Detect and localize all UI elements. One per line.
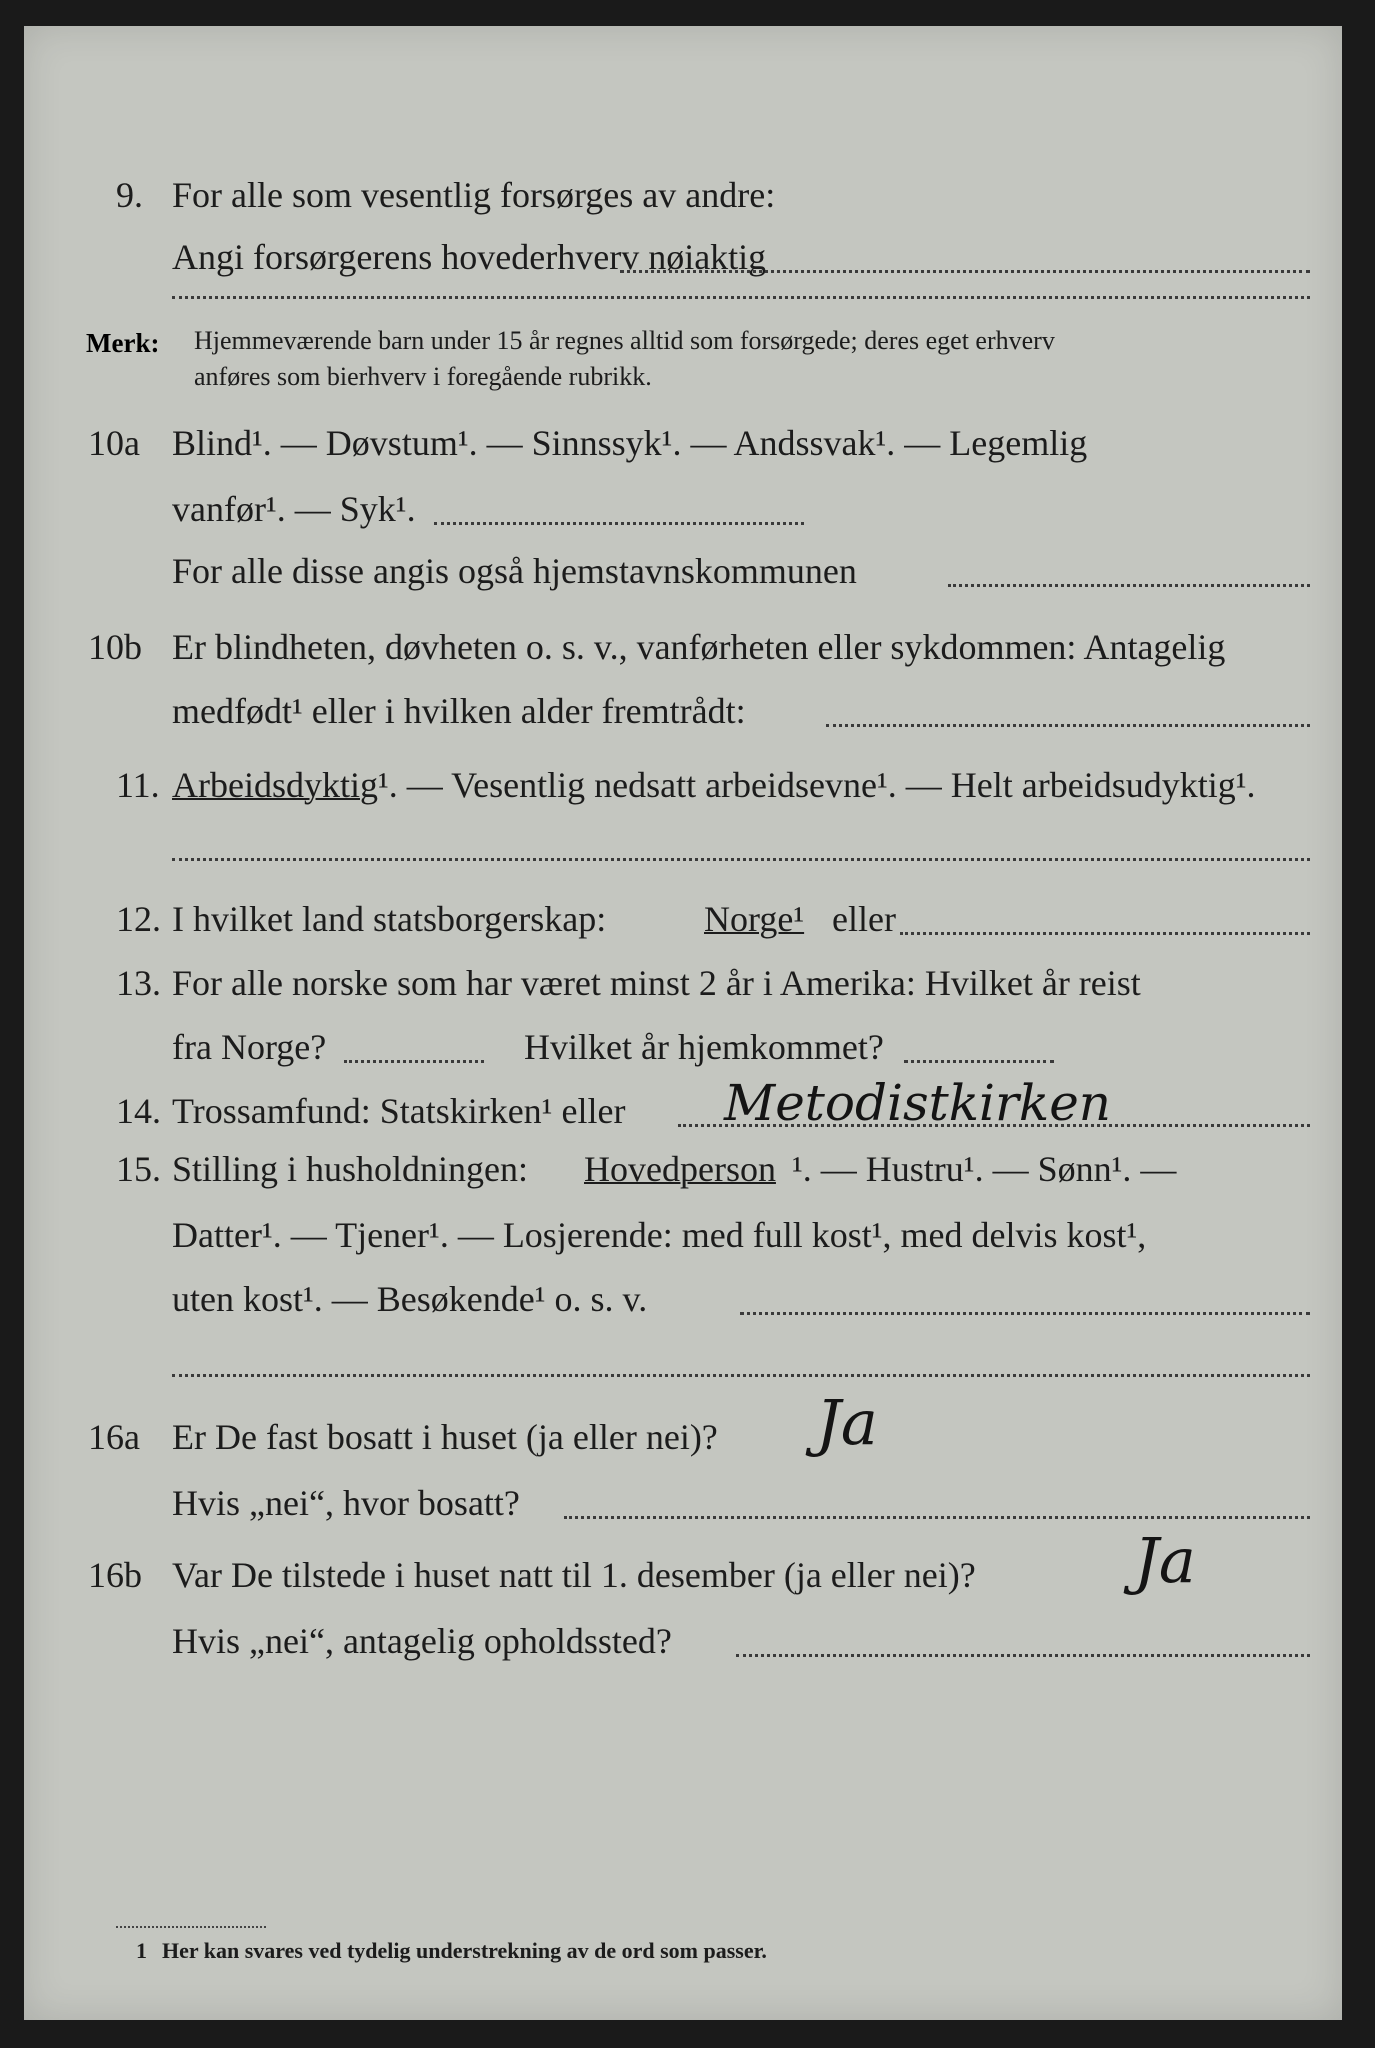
footnote-rule bbox=[116, 1926, 266, 1928]
answer-line[interactable] bbox=[434, 522, 804, 525]
question-number: 9. bbox=[116, 175, 143, 215]
question-text: vanfør¹. — Syk¹. bbox=[172, 489, 416, 529]
question-number: 16a bbox=[88, 1417, 140, 1457]
answer-line[interactable] bbox=[344, 1060, 484, 1063]
question-text: For alle norske som har været minst 2 år i Amerika: Hvilket år reist bbox=[172, 963, 1141, 1003]
answer-line[interactable] bbox=[172, 296, 1310, 299]
question-10b-line2 bbox=[24, 680, 1342, 744]
question-10a-line2 bbox=[24, 478, 1342, 542]
question-number: 12. bbox=[116, 899, 161, 939]
question-12 bbox=[24, 888, 1342, 952]
question-10b bbox=[24, 616, 1342, 680]
question-13 bbox=[24, 952, 1342, 1016]
question-13-line2 bbox=[24, 1016, 1342, 1080]
question-number: 10b bbox=[88, 627, 142, 667]
question-text: eller bbox=[832, 899, 896, 939]
question-text: Hvilket år hjemkommet? bbox=[524, 1027, 884, 1067]
options-rest: ¹. — Vesentlig nedsatt arbeidsevne¹. — Helt arbeidsudyktig¹. bbox=[377, 765, 1256, 805]
merk-text: anføres som bierhverv i foregående rubrikk. bbox=[194, 362, 652, 391]
handwritten-answer: Ja bbox=[1134, 1524, 1196, 1597]
question-11 bbox=[24, 754, 1342, 818]
question-text: medfødt¹ eller i hvilken alder fremtrådt: bbox=[172, 691, 746, 731]
option-norge[interactable]: Norge¹ bbox=[704, 899, 805, 939]
question-options: uten kost¹. — Besøkende¹ o. s. v. bbox=[172, 1279, 648, 1319]
answer-line[interactable] bbox=[736, 1654, 1310, 1657]
answer-line[interactable] bbox=[172, 858, 1310, 861]
question-text: Blind¹. — Døvstum¹. — Sinnssyk¹. — Andssvak¹. — Legemlig bbox=[172, 423, 1088, 463]
question-text: Hvis „nei“, hvor bosatt? bbox=[172, 1483, 520, 1523]
question-15 bbox=[24, 1138, 1342, 1202]
question-14 bbox=[24, 1074, 1342, 1144]
question-text: Stilling i husholdningen: bbox=[172, 1149, 529, 1189]
footnote-text: Her kan svares ved tydelig understrekning av de ord som passer. bbox=[162, 1938, 767, 1963]
footnote-mark: 1 bbox=[136, 1938, 147, 1963]
question-text: Angi forsørgerens hovederhverv nøiaktig bbox=[172, 237, 767, 277]
question-text: Hvis „nei“, antagelig opholdssted? bbox=[172, 1621, 672, 1661]
question-text: I hvilket land statsborgerskap: bbox=[172, 899, 607, 939]
question-text: For alle som vesentlig forsørges av andre: bbox=[172, 175, 776, 215]
question-number: 10a bbox=[88, 423, 140, 463]
question-15-line3 bbox=[24, 1268, 1342, 1332]
answer-line[interactable] bbox=[740, 1312, 1310, 1315]
question-text: fra Norge? bbox=[172, 1027, 327, 1067]
question-number: 13. bbox=[116, 963, 161, 1003]
question-9-line2 bbox=[24, 226, 1342, 290]
answer-line[interactable] bbox=[904, 1060, 1054, 1063]
question-text: Trossamfund: Statskirken¹ eller bbox=[172, 1091, 626, 1131]
question-text: For alle disse angis også hjemstavnskommunen bbox=[172, 551, 857, 591]
question-number: 14. bbox=[116, 1091, 161, 1131]
question-number: 15. bbox=[116, 1149, 161, 1189]
answer-line[interactable] bbox=[564, 1516, 1310, 1519]
question-text: Var De tilstede i huset natt til 1. desember (ja eller nei)? bbox=[172, 1555, 976, 1595]
handwritten-answer: Metodistkirken bbox=[724, 1074, 1112, 1132]
answer-line[interactable] bbox=[900, 932, 1310, 935]
question-number: 11. bbox=[116, 765, 160, 805]
answer-line[interactable] bbox=[620, 270, 1310, 273]
handwritten-answer: Ja bbox=[816, 1386, 878, 1459]
answer-line[interactable] bbox=[826, 724, 1310, 727]
question-15-line2 bbox=[24, 1204, 1342, 1268]
question-number: 16b bbox=[88, 1555, 142, 1595]
question-16b-line2 bbox=[24, 1610, 1342, 1674]
merk-label: Merk: bbox=[86, 328, 160, 358]
question-text: Er blindheten, døvheten o. s. v., vanførheten eller sykdommen: Antagelig bbox=[172, 627, 1226, 667]
option-hovedperson[interactable]: Hovedperson bbox=[584, 1149, 776, 1189]
question-text: Er De fast bosatt i huset (ja eller nei)? bbox=[172, 1417, 718, 1457]
question-options bbox=[172, 764, 1256, 806]
answer-line[interactable] bbox=[948, 584, 1310, 587]
question-16a bbox=[24, 1386, 1342, 1470]
option-arbeidsdyktig[interactable]: Arbeidsdyktig bbox=[172, 765, 378, 805]
question-options: ¹. — Hustru¹. — Sønn¹. — bbox=[792, 1149, 1177, 1189]
question-10a bbox=[24, 412, 1342, 476]
question-10a-line3 bbox=[24, 540, 1342, 604]
question-options: Datter¹. — Tjener¹. — Losjerende: med full kost¹, med delvis kost¹, bbox=[172, 1215, 1147, 1255]
question-9 bbox=[24, 164, 1342, 228]
merk-text: Hjemmeværende barn under 15 år regnes alltid som forsørgede; deres eget erhverv bbox=[194, 326, 1055, 355]
question-16b bbox=[24, 1524, 1342, 1608]
census-form-page bbox=[24, 26, 1342, 2020]
answer-line[interactable] bbox=[172, 1374, 1310, 1377]
